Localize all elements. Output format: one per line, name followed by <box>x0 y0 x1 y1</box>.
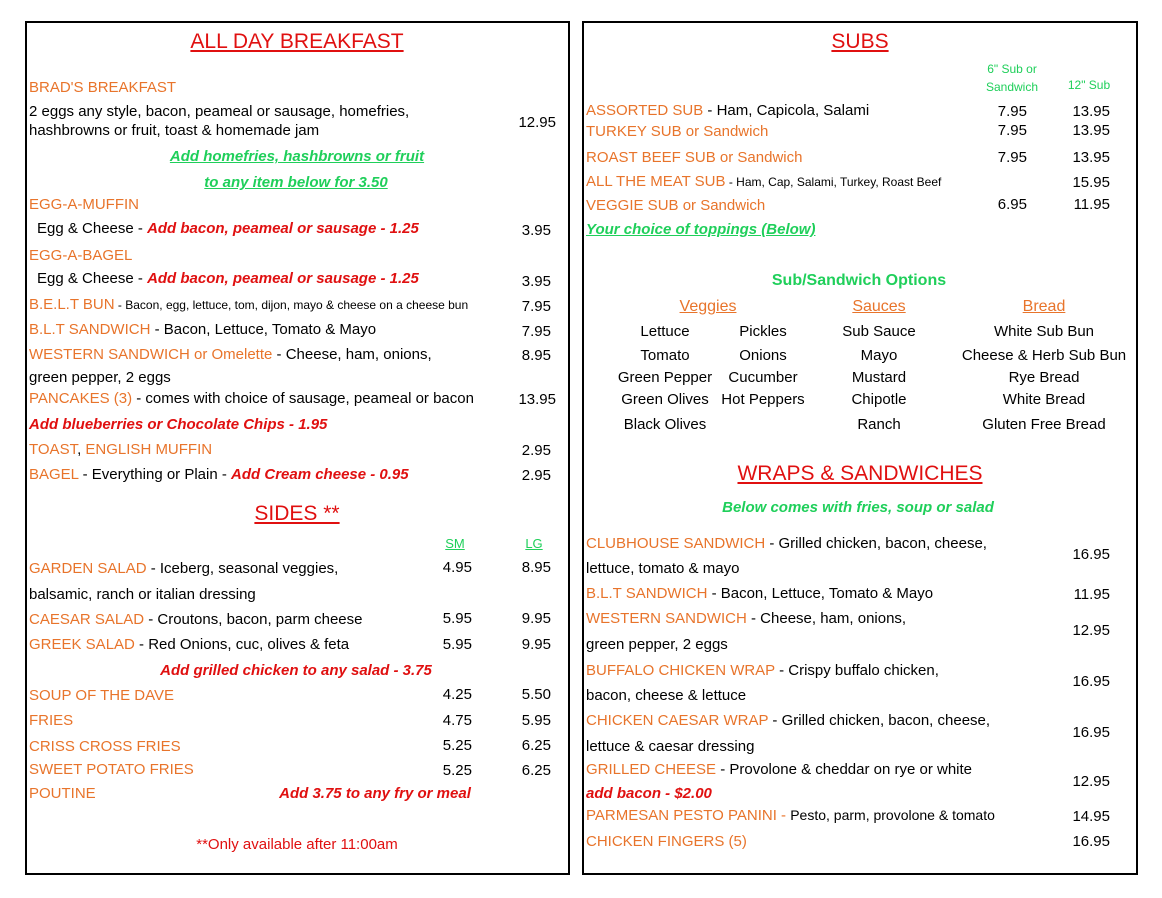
criss-cross-fries-name: CRISS CROSS FRIES <box>29 738 181 755</box>
wrap-western-price: 12.95 <box>1072 622 1110 639</box>
grilled-cheese-item: GRILLED CHEESE - Provolone & cheddar on rye or white <box>586 761 973 778</box>
pancakes-add-on: Add blueberries or Chocolate Chips - 1.95 <box>29 416 328 433</box>
veggie-option: Green Olives <box>621 391 709 408</box>
subs-col-12: 12" Sub <box>1067 78 1111 92</box>
breakfast-promo-line-2: to any item below for 3.50 <box>204 174 388 191</box>
bread-option: Rye Bread <box>1008 369 1080 386</box>
brads-breakfast-price: 12.95 <box>518 114 556 131</box>
bread-option: White Sub Bun <box>993 323 1095 340</box>
buffalo-wrap-price: 16.95 <box>1072 673 1110 690</box>
bread-option: White Bread <box>1002 391 1086 408</box>
sauce-option: Mayo <box>860 347 898 364</box>
greek-salad-lg-price: 9.95 <box>521 636 551 653</box>
fries-sm-price: 4.75 <box>442 712 472 729</box>
garden-salad-item: GARDEN SALAD - Iceberg, seasonal veggies, <box>29 560 339 577</box>
veggie-option: Onions <box>739 347 787 364</box>
fries-lg-price: 5.95 <box>521 712 551 729</box>
chicken-add-on: Add grilled chicken to any salad - 3.75 <box>160 662 432 679</box>
egg-a-muffin-name: EGG-A-MUFFIN <box>29 196 139 213</box>
buffalo-wrap-desc-2: bacon, cheese & lettuce <box>586 687 747 704</box>
breakfast-title: ALL DAY BREAKFAST <box>190 30 404 53</box>
veggies-header: Veggies <box>679 298 737 315</box>
chicken-caesar-wrap-price: 16.95 <box>1072 724 1110 741</box>
roast-beef-sub-name: ROAST BEEF SUB or Sandwich <box>586 149 803 166</box>
all-the-meat-sub-12-price: 15.95 <box>1072 174 1110 191</box>
caesar-salad-lg-price: 9.95 <box>521 610 551 627</box>
clubhouse-desc-2: lettuce, tomato & mayo <box>586 560 740 577</box>
brads-breakfast-desc-1: 2 eggs any style, bacon, peameal or sausage, homefries, <box>29 103 410 120</box>
veggie-option: Green Pepper <box>617 369 713 386</box>
assorted-sub-12-price: 13.95 <box>1072 103 1110 120</box>
bread-option: Gluten Free Bread <box>982 416 1106 433</box>
bread-option: Cheese & Herb Sub Bun <box>961 347 1127 364</box>
garden-salad-desc-2: balsamic, ranch or italian dressing <box>29 586 256 603</box>
veggie-option: Lettuce <box>640 323 690 340</box>
sauce-option: Chipotle <box>851 391 907 408</box>
western-sandwich-item: WESTERN SANDWICH or Omelette - Cheese, ham, onions, <box>29 346 432 363</box>
blt-sandwich-price: 7.95 <box>521 323 551 340</box>
pancakes-price: 13.95 <box>518 391 556 408</box>
caesar-salad-item: CAESAR SALAD - Croutons, bacon, parm cheese <box>29 611 363 628</box>
all-the-meat-sub-item: ALL THE MEAT SUB - Ham, Cap, Salami, Turkey, Roast Beef <box>586 173 942 190</box>
poutine-add-on: Add 3.75 to any fry or meal <box>279 785 471 802</box>
garden-salad-sm-price: 4.95 <box>442 559 472 576</box>
roast-beef-sub-12-price: 13.95 <box>1072 149 1110 166</box>
veggie-sub-name: VEGGIE SUB or Sandwich <box>586 197 766 214</box>
caesar-salad-sm-price: 5.95 <box>442 610 472 627</box>
chicken-fingers-price: 16.95 <box>1072 833 1110 850</box>
wrap-blt-price: 11.95 <box>1073 586 1110 603</box>
chicken-fingers-name: CHICKEN FINGERS (5) <box>586 833 747 850</box>
sides-footnote: **Only available after 11:00am <box>196 836 398 853</box>
blt-sandwich-item: B.L.T SANDWICH - Bacon, Lettuce, Tomato & Mayo <box>29 321 377 338</box>
veggie-option: Tomato <box>640 347 690 364</box>
belt-bun-item: B.E.L.T BUN - Bacon, egg, lettuce, tom, dijon, mayo & cheese on a cheese bun <box>29 296 469 313</box>
veggie-option: Black Olives <box>623 416 707 433</box>
turkey-sub-12-price: 13.95 <box>1072 122 1110 139</box>
wrap-western-item: WESTERN SANDWICH - Cheese, ham, onions, <box>586 610 907 627</box>
brads-breakfast-name: BRAD'S BREAKFAST <box>29 79 177 96</box>
veggie-sub-12-price: 11.95 <box>1073 196 1110 213</box>
criss-cross-fries-sm-price: 5.25 <box>442 737 472 754</box>
assorted-sub-6-price: 7.95 <box>997 103 1027 120</box>
turkey-sub-6-price: 7.95 <box>997 122 1027 139</box>
grilled-cheese-price: 12.95 <box>1072 773 1110 790</box>
buffalo-wrap-item: BUFFALO CHICKEN WRAP - Crispy buffalo chicken, <box>586 662 939 679</box>
wraps-subtitle: Below comes with fries, soup or salad <box>722 499 994 516</box>
garden-salad-lg-price: 8.95 <box>521 559 551 576</box>
pancakes-item: PANCAKES (3) - comes with choice of sausage, peameal or bacon <box>29 390 474 407</box>
wrap-blt-item: B.L.T SANDWICH - Bacon, Lettuce, Tomato & Mayo <box>586 585 934 602</box>
veggie-option: Cucumber <box>728 369 798 386</box>
wraps-title: WRAPS & SANDWICHES <box>737 462 983 485</box>
pesto-panini-price: 14.95 <box>1072 808 1110 825</box>
wrap-western-desc-2: green pepper, 2 eggs <box>586 636 728 653</box>
western-sandwich-desc-2: green pepper, 2 eggs <box>29 369 171 386</box>
toast-price: 2.95 <box>521 442 551 459</box>
egg-a-muffin-desc: Egg & Cheese - Add bacon, peameal or sausage - 1.25 <box>37 220 419 237</box>
sides-col-sm: SM <box>445 536 465 551</box>
clubhouse-item: CLUBHOUSE SANDWICH - Grilled chicken, bacon, cheese, <box>586 535 987 552</box>
breakfast-promo-line-1: Add homefries, hashbrowns or fruit <box>169 148 425 165</box>
soup-name: SOUP OF THE DAVE <box>29 687 175 704</box>
bread-header: Bread <box>1022 298 1066 315</box>
assorted-sub-item: ASSORTED SUB - Ham, Capicola, Salami <box>586 102 870 119</box>
greek-salad-sm-price: 5.95 <box>442 636 472 653</box>
fries-name: FRIES <box>29 712 74 729</box>
subs-col-6-line-2: Sandwich <box>985 80 1039 94</box>
sauce-option: Ranch <box>857 416 901 433</box>
western-sandwich-price: 8.95 <box>521 347 551 364</box>
turkey-sub-name: TURKEY SUB or Sandwich <box>586 123 769 140</box>
sauce-option: Mustard <box>851 369 907 386</box>
soup-lg-price: 5.50 <box>521 686 551 703</box>
subs-title: SUBS <box>831 30 889 53</box>
sides-col-lg: LG <box>525 536 543 551</box>
sweet-potato-fries-name: SWEET POTATO FRIES <box>29 761 194 778</box>
veggie-option: Pickles <box>739 323 787 340</box>
veggie-option: Hot Peppers <box>721 391 805 408</box>
toast-english-muffin-name: TOAST, ENGLISH MUFFIN <box>29 441 213 458</box>
chicken-caesar-wrap-item: CHICKEN CAESAR WRAP - Grilled chicken, bacon, cheese, <box>586 712 991 729</box>
egg-a-bagel-price: 3.95 <box>521 273 551 290</box>
grilled-cheese-add-on: add bacon - $2.00 <box>586 785 712 802</box>
egg-a-bagel-desc: Egg & Cheese - Add bacon, peameal or sausage - 1.25 <box>37 270 419 287</box>
sweet-potato-fries-lg-price: 6.25 <box>521 762 551 779</box>
bagel-price: 2.95 <box>521 467 551 484</box>
clubhouse-price: 16.95 <box>1072 546 1110 563</box>
bagel-item: BAGEL - Everything or Plain - Add Cream cheese - 0.95 <box>29 466 409 483</box>
sauce-option: Sub Sauce <box>842 323 916 340</box>
sweet-potato-fries-sm-price: 5.25 <box>442 762 472 779</box>
belt-bun-price: 7.95 <box>521 298 551 315</box>
criss-cross-fries-lg-price: 6.25 <box>521 737 551 754</box>
roast-beef-sub-6-price: 7.95 <box>997 149 1027 166</box>
egg-a-bagel-name: EGG-A-BAGEL <box>29 247 133 264</box>
options-title: Sub/Sandwich Options <box>771 272 947 289</box>
egg-a-muffin-price: 3.95 <box>521 222 551 239</box>
soup-sm-price: 4.25 <box>442 686 472 703</box>
pesto-panini-item: PARMESAN PESTO PANINI - Pesto, parm, provolone & tomato <box>586 807 995 824</box>
veggie-sub-6-price: 6.95 <box>997 196 1027 213</box>
greek-salad-item: GREEK SALAD - Red Onions, cuc, olives & feta <box>29 636 350 653</box>
subs-col-6-line-1: 6" Sub or <box>987 62 1037 76</box>
chicken-caesar-wrap-desc-2: lettuce & caesar dressing <box>586 738 755 755</box>
sauces-header: Sauces <box>852 298 906 315</box>
poutine-name: POUTINE <box>29 785 96 802</box>
toppings-note: Your choice of toppings (Below) <box>586 221 816 238</box>
sides-title: SIDES ** <box>254 502 340 525</box>
brads-breakfast-desc-2: hashbrowns or fruit, toast & homemade jam <box>29 122 320 139</box>
